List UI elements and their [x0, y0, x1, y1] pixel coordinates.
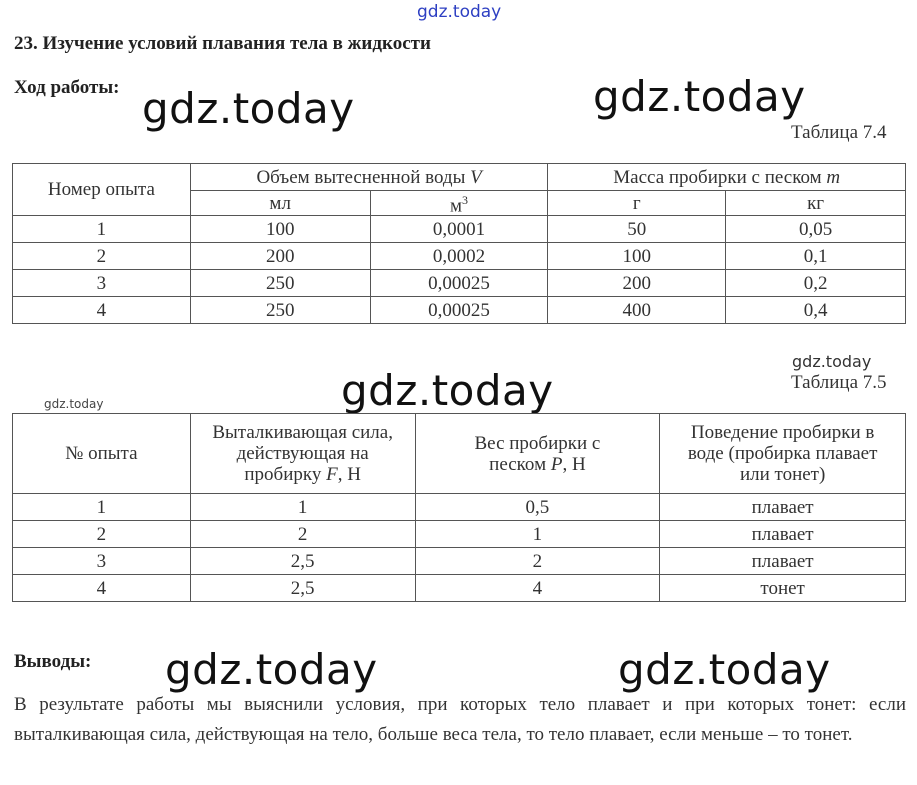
table-7-4-header-row [13, 164, 906, 191]
table-row: 1 100 0,0001 50 0,05 [13, 216, 906, 243]
watermark-1: gdz.today [142, 84, 355, 133]
table-row: 1 1 0,5 плавает [13, 494, 906, 521]
page-title: 23. Изучение условий плавания тела в жидкости [14, 33, 431, 54]
watermark-7: gdz.today [618, 645, 831, 694]
header-tube-weight: Вес пробирки с песком P, Н [415, 414, 660, 494]
header-tube-mass: Масса пробирки с песком m [548, 164, 906, 191]
header-displaced-volume: Объем вытесненной воды V [190, 164, 548, 191]
table-7-5-caption: Таблица 7.5 [791, 372, 887, 393]
unit-g: г [548, 191, 726, 216]
table-row: 4 250 0,00025 400 0,4 [13, 297, 906, 324]
procedure-label: Ход работы: [14, 77, 120, 98]
watermark-top: gdz.today [417, 2, 502, 22]
table-row: 2 2 1 плавает [13, 521, 906, 548]
watermark-3: gdz.today [341, 366, 554, 415]
header-experiment-number: Номер опыта [13, 164, 191, 216]
unit-kg: кг [726, 191, 906, 216]
table-row: 2 200 0,0002 100 0,1 [13, 243, 906, 270]
header-experiment-no: № опыта [13, 414, 191, 494]
watermark-6: gdz.today [165, 645, 378, 694]
header-tube-behavior: Поведение пробирки в воде (пробирка плавает или тонет) [660, 414, 906, 494]
table-7-5-header-row [13, 414, 906, 494]
table-row: 3 2,5 2 плавает [13, 548, 906, 575]
table-7-4-caption: Таблица 7.4 [791, 122, 887, 143]
header-buoyant-force: Выталкивающая сила, действующая на пробирку F, Н [190, 414, 415, 494]
unit-ml: мл [190, 191, 370, 216]
conclusions-text: В результате работы мы выяснили условия, при которых тело плавает и при которых тонет: если выталкивающая сила, действующая на тело, больше веса тела, то тело плавает, если меньше – то тонет. [14, 694, 906, 745]
watermark-2: gdz.today [593, 72, 806, 121]
watermark-5: gdz.today [44, 397, 104, 411]
table-row: 4 2,5 4 тонет [13, 575, 906, 602]
table-7-5 [12, 413, 906, 602]
watermark-4: gdz.today [792, 352, 872, 371]
unit-m3: $м^3$ [370, 191, 548, 216]
conclusions-label: Выводы: [14, 651, 92, 672]
table-7-4 [12, 163, 906, 324]
table-row: 3 250 0,00025 200 0,2 [13, 270, 906, 297]
